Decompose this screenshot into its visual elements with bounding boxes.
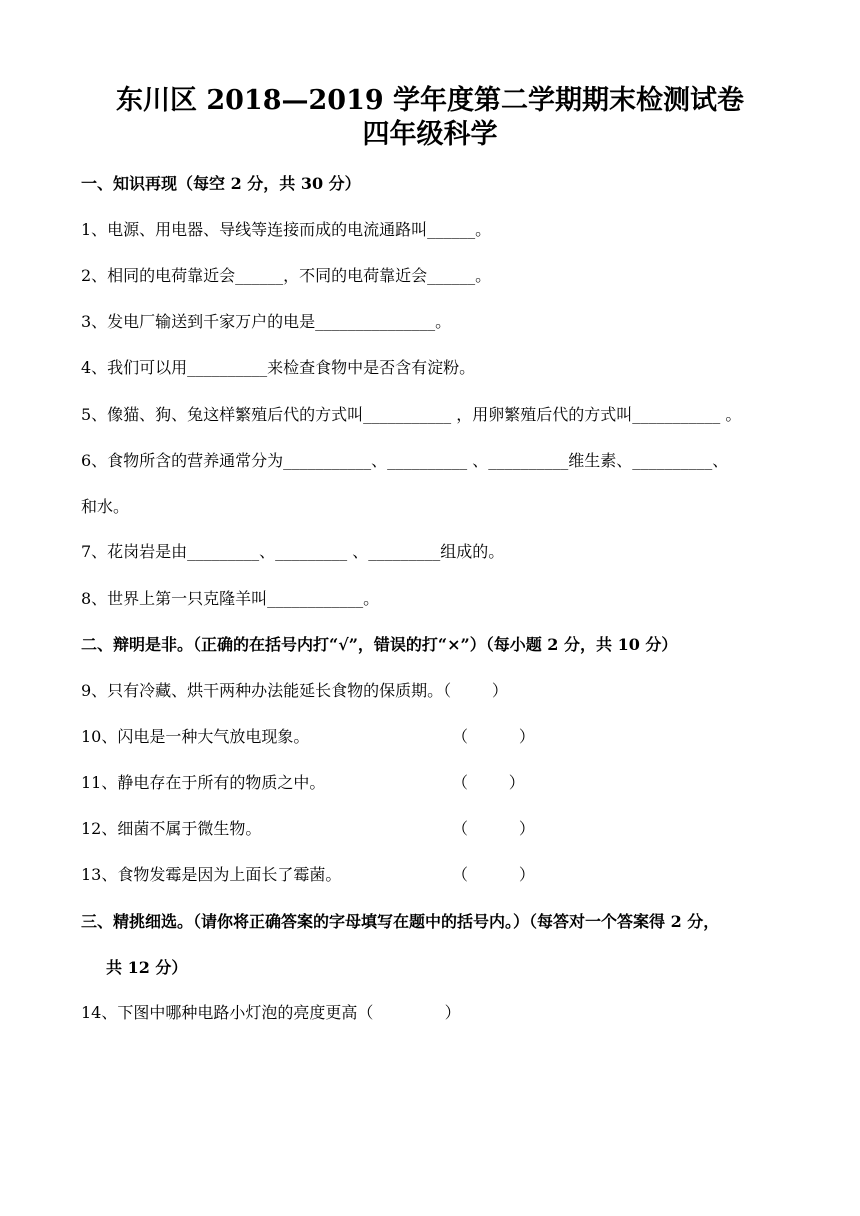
question-9: 9、只有冷藏、烘干两种办法能延长食物的保质期。（ ） <box>81 681 508 700</box>
question-1: 1、电源、用电器、导线等连接而成的电流通路叫______。 <box>81 220 492 239</box>
question-6-continued: 和水。 <box>81 497 130 516</box>
answer-paren-12: （ ） <box>452 819 535 838</box>
question-7: 7、花岗岩是由_________、_________ 、_________组成的。 <box>81 542 505 561</box>
exam-subtitle: 四年级科学 <box>362 119 498 150</box>
question-8: 8、世界上第一只克隆羊叫____________。 <box>81 589 380 608</box>
section-3-heading: 三、精挑细选。（请你将正确答案的字母填写在题中的括号内。）（每答对一个答案得 2 分， <box>81 912 720 931</box>
question-5: 5、像猫、狗、兔这样繁殖后代的方式叫___________ ，用卵繁殖后代的方式叫___________ 。 <box>81 405 742 424</box>
answer-paren-11: （ ） <box>452 773 525 792</box>
section-1-heading: 一、知识再现（每空 2 分，共 30 分） <box>81 174 361 193</box>
section-2-heading: 二、辩明是非。（正确的在括号内打“√”，错误的打“×”）（每小题 2 分，共 10 分） <box>81 635 678 654</box>
question-2: 2、相同的电荷靠近会______，不同的电荷靠近会______。 <box>81 266 492 285</box>
question-4: 4、我们可以用__________来检查食物中是否含有淀粉。 <box>81 358 476 377</box>
answer-paren-10: （ ） <box>452 727 535 746</box>
question-12: 12、细菌不属于微生物。 <box>81 819 262 838</box>
question-6: 6、食物所含的营养通常分为___________、__________ 、__________维生素、__________、 <box>81 451 729 470</box>
answer-paren-13: （ ） <box>452 865 535 884</box>
exam-title: 东川区 2018—2019 学年度第二学期期末检测试卷 <box>115 85 745 116</box>
section-3-heading-continued: 共 12 分） <box>106 958 188 977</box>
question-14: 14、下图中哪种电路小灯泡的亮度更高（ ） <box>81 1003 461 1022</box>
question-10: 10、闪电是一种大气放电现象。 <box>81 727 310 746</box>
question-3: 3、发电厂输送到千家万户的电是_______________。 <box>81 312 452 331</box>
question-11: 11、静电存在于所有的物质之中。 <box>81 773 326 792</box>
question-13: 13、食物发霉是因为上面长了霉菌。 <box>81 865 342 884</box>
